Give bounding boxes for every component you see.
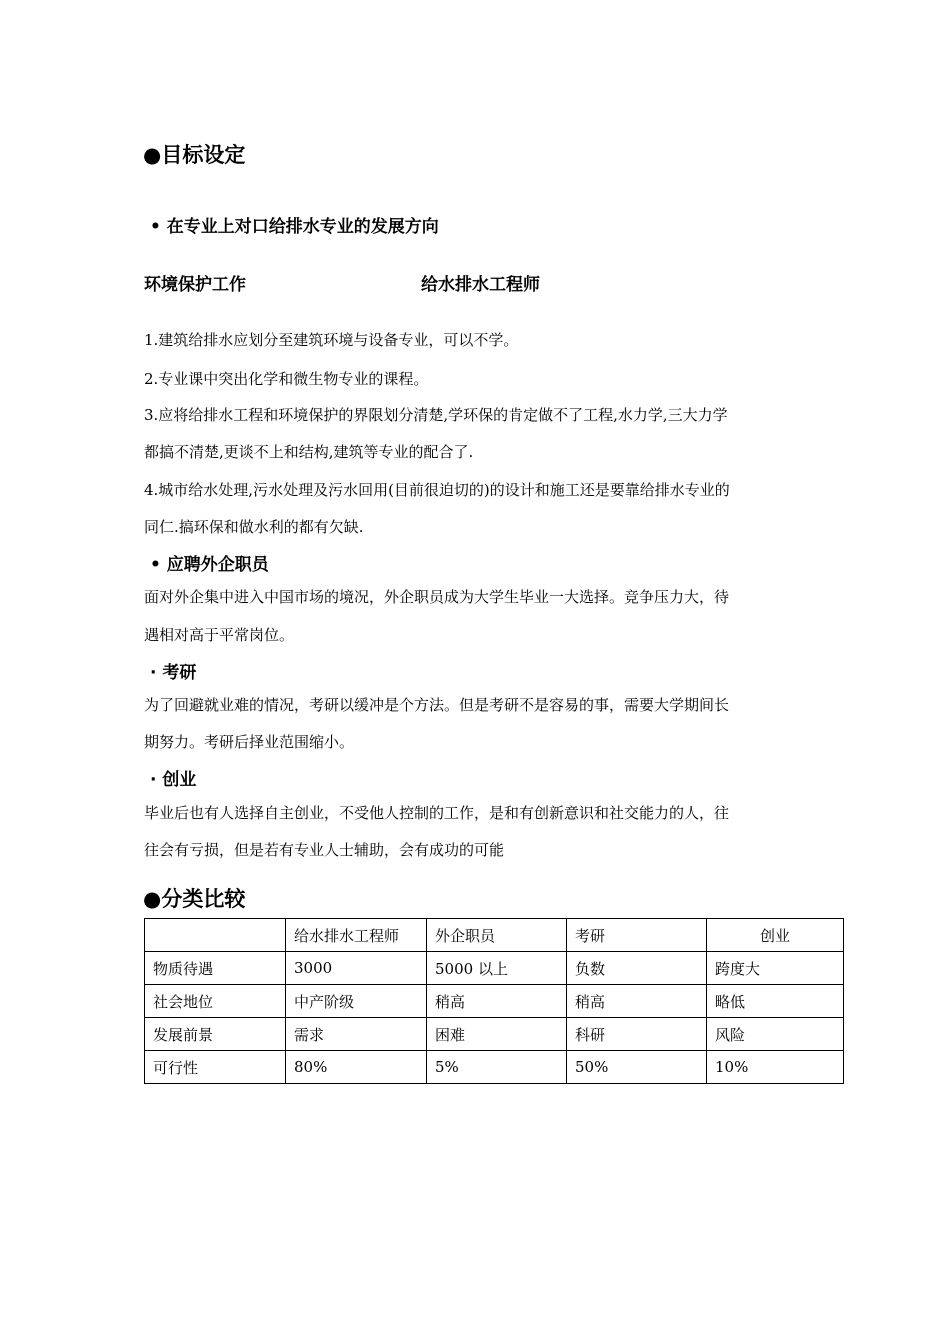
table-cell: 科研 — [567, 1018, 707, 1051]
paragraph-line: 毕业后也有人选择自主创业，不受他人控制的工作，是和有创新意识和社交能力的人，往 — [144, 804, 730, 822]
table-cell: 略低 — [707, 985, 844, 1018]
table-cell: 跨度大 — [707, 952, 844, 985]
paragraph-line: 往会有亏损，但是若有专业人士辅助，会有成功的可能 — [144, 841, 505, 859]
table-row — [145, 1051, 844, 1084]
table-row-label: 物质待遇 — [145, 952, 286, 985]
subheading-graduate-exam: · 考研 — [150, 663, 197, 683]
table-header-row — [145, 919, 844, 952]
paragraph-line: 期努力。考研后择业范围缩小。 — [144, 733, 355, 751]
subheading-startup: · 创业 — [150, 770, 197, 790]
table-cell: 80% — [286, 1051, 427, 1084]
list-item-continuation: 同仁.搞环保和做水利的都有欠缺. — [144, 518, 364, 536]
paragraph-line: 面对外企集中进入中国市场的境况，外企职员成为大学生毕业一大选择。竞争压力大，待 — [144, 588, 730, 606]
table-cell: 负数 — [567, 952, 707, 985]
table-cell: 中产阶级 — [286, 985, 427, 1018]
table-cell: 3000 — [286, 952, 427, 985]
table-row — [145, 952, 844, 985]
direction-left-label: 环境保护工作 — [144, 275, 246, 295]
table-row — [145, 1018, 844, 1051]
table-row-label: 可行性 — [145, 1051, 286, 1084]
heading-compare: ●分类比较 — [143, 887, 246, 911]
table-cell: 风险 — [707, 1018, 844, 1051]
table-cell: 5% — [427, 1051, 567, 1084]
direction-right-label: 给水排水工程师 — [421, 275, 540, 295]
list-item: 4.城市给水处理,污水处理及污水回用(目前很迫切的)的设计和施工还是要靠给排水专业的 — [144, 481, 730, 499]
table-cell: 稍高 — [427, 985, 567, 1018]
list-item: 1.建筑给排水应划分至建筑环境与设备专业，可以不学。 — [144, 331, 519, 349]
table-header-cell: 创业 — [707, 919, 844, 952]
table-cell — [145, 919, 286, 952]
comparison-table — [144, 918, 844, 1084]
table-cell: 10% — [707, 1051, 844, 1084]
heading-goal: ●目标设定 — [143, 143, 246, 167]
list-item: 3.应将给排水工程和环境保护的界限划分清楚,学环保的肯定做不了工程,水力学,三大力学 — [144, 406, 728, 424]
table-cell: 50% — [567, 1051, 707, 1084]
table-header-cell: 给水排水工程师 — [286, 919, 427, 952]
subheading-foreign-company: • 应聘外企职员 — [150, 555, 269, 575]
paragraph-line: 遇相对高于平常岗位。 — [144, 626, 295, 644]
table-cell: 5000 以上 — [427, 952, 567, 985]
table-row-label: 社会地位 — [145, 985, 286, 1018]
paragraph-line: 为了回避就业难的情况，考研以缓冲是个方法。但是考研不是容易的事，需要大学期间长 — [144, 696, 730, 714]
list-item-continuation: 都搞不清楚,更谈不上和结构,建筑等专业的配合了. — [144, 443, 474, 461]
table-cell: 稍高 — [567, 985, 707, 1018]
table-cell: 困难 — [427, 1018, 567, 1051]
table-header-cell: 外企职员 — [427, 919, 567, 952]
table-header-cell: 考研 — [567, 919, 707, 952]
table-row-label: 发展前景 — [145, 1018, 286, 1051]
subheading-major-direction: • 在专业上对口给排水专业的发展方向 — [150, 217, 439, 237]
table-row — [145, 985, 844, 1018]
table-cell: 需求 — [286, 1018, 427, 1051]
list-item: 2.专业课中突出化学和微生物专业的课程。 — [144, 370, 429, 388]
